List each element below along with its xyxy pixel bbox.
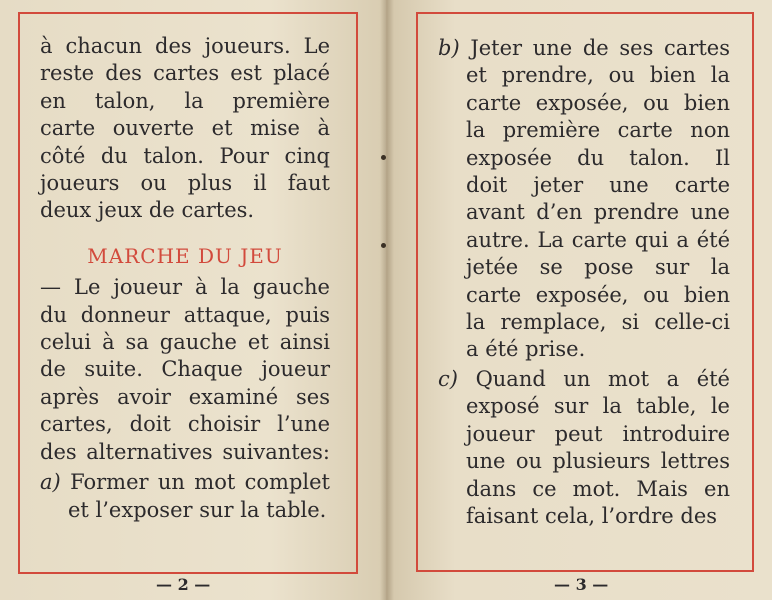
item-marker: a) [40, 470, 61, 495]
text-line: faisant cela, l’ordre des [466, 503, 718, 528]
text-line: a été prise. [466, 337, 586, 362]
binding-gutter [380, 0, 394, 600]
text-line: autre. La carte qui a été [466, 227, 730, 252]
text-line: cartes, doit choisir l’une [40, 412, 330, 437]
right-page-text [438, 35, 730, 530]
text-line: joueurs ou plus il faut [40, 171, 330, 196]
text-line: des alternatives suivantes: [40, 439, 330, 464]
text-line: joueur peut introduire [466, 421, 730, 446]
text-line: côté du talon. Pour cinq [40, 143, 330, 168]
item-text: Jeter une de ses cartes [470, 36, 730, 60]
item-text: Former un mot complet [70, 470, 330, 495]
text-line: la première carte non [466, 118, 730, 143]
text-line: carte exposée, ou bien [466, 90, 730, 115]
item-text: Quand un mot a été [475, 366, 730, 391]
item-marker: b) [438, 36, 460, 60]
item-marker: c) [438, 366, 458, 391]
staple-hole-bottom [381, 243, 386, 248]
left-page-text [40, 33, 330, 524]
text-line: et prendre, ou bien la [466, 63, 730, 88]
section-heading: MARCHE DU JEU [87, 243, 283, 268]
text-line: celui à sa gauche et ainsi [40, 330, 330, 355]
text-line: dans ce mot. Mais en [466, 476, 730, 501]
page-number-right: — 3 — [554, 575, 609, 594]
text-line: exposée du talon. Il [466, 145, 730, 170]
text-line: et l’exposer sur la table. [68, 497, 327, 522]
list-item-b [438, 35, 730, 62]
text-line: une ou plusieurs lettres [466, 449, 730, 474]
text-line: à chacun des joueurs. Le [40, 34, 330, 58]
text-line: reste des cartes est placé [40, 61, 330, 86]
text-line: jetée se pose sur la [466, 255, 730, 280]
text-line: de suite. Chaque joueur [40, 357, 330, 382]
text-line: la remplace, si celle-ci [466, 310, 730, 335]
text-line: carte exposée, ou bien [466, 282, 730, 307]
text-line: après avoir examiné ses [40, 384, 330, 409]
text-line: exposé sur la table, le [466, 394, 730, 419]
list-item-a [40, 469, 330, 496]
text-line: carte ouverte et mise à [40, 116, 330, 141]
text-line: — Le joueur à la gauche [40, 275, 330, 300]
text-line: en talon, la première [40, 88, 330, 113]
page-number-left: — 2 — [156, 575, 211, 594]
text-line: doit jeter une carte [466, 173, 730, 198]
list-item-c [438, 366, 730, 393]
text-line: avant d’en prendre une [466, 200, 730, 225]
text-line: du donneur attaque, puis [40, 302, 330, 327]
text-line: deux jeux de cartes. [40, 198, 255, 223]
staple-hole-top [381, 155, 386, 160]
